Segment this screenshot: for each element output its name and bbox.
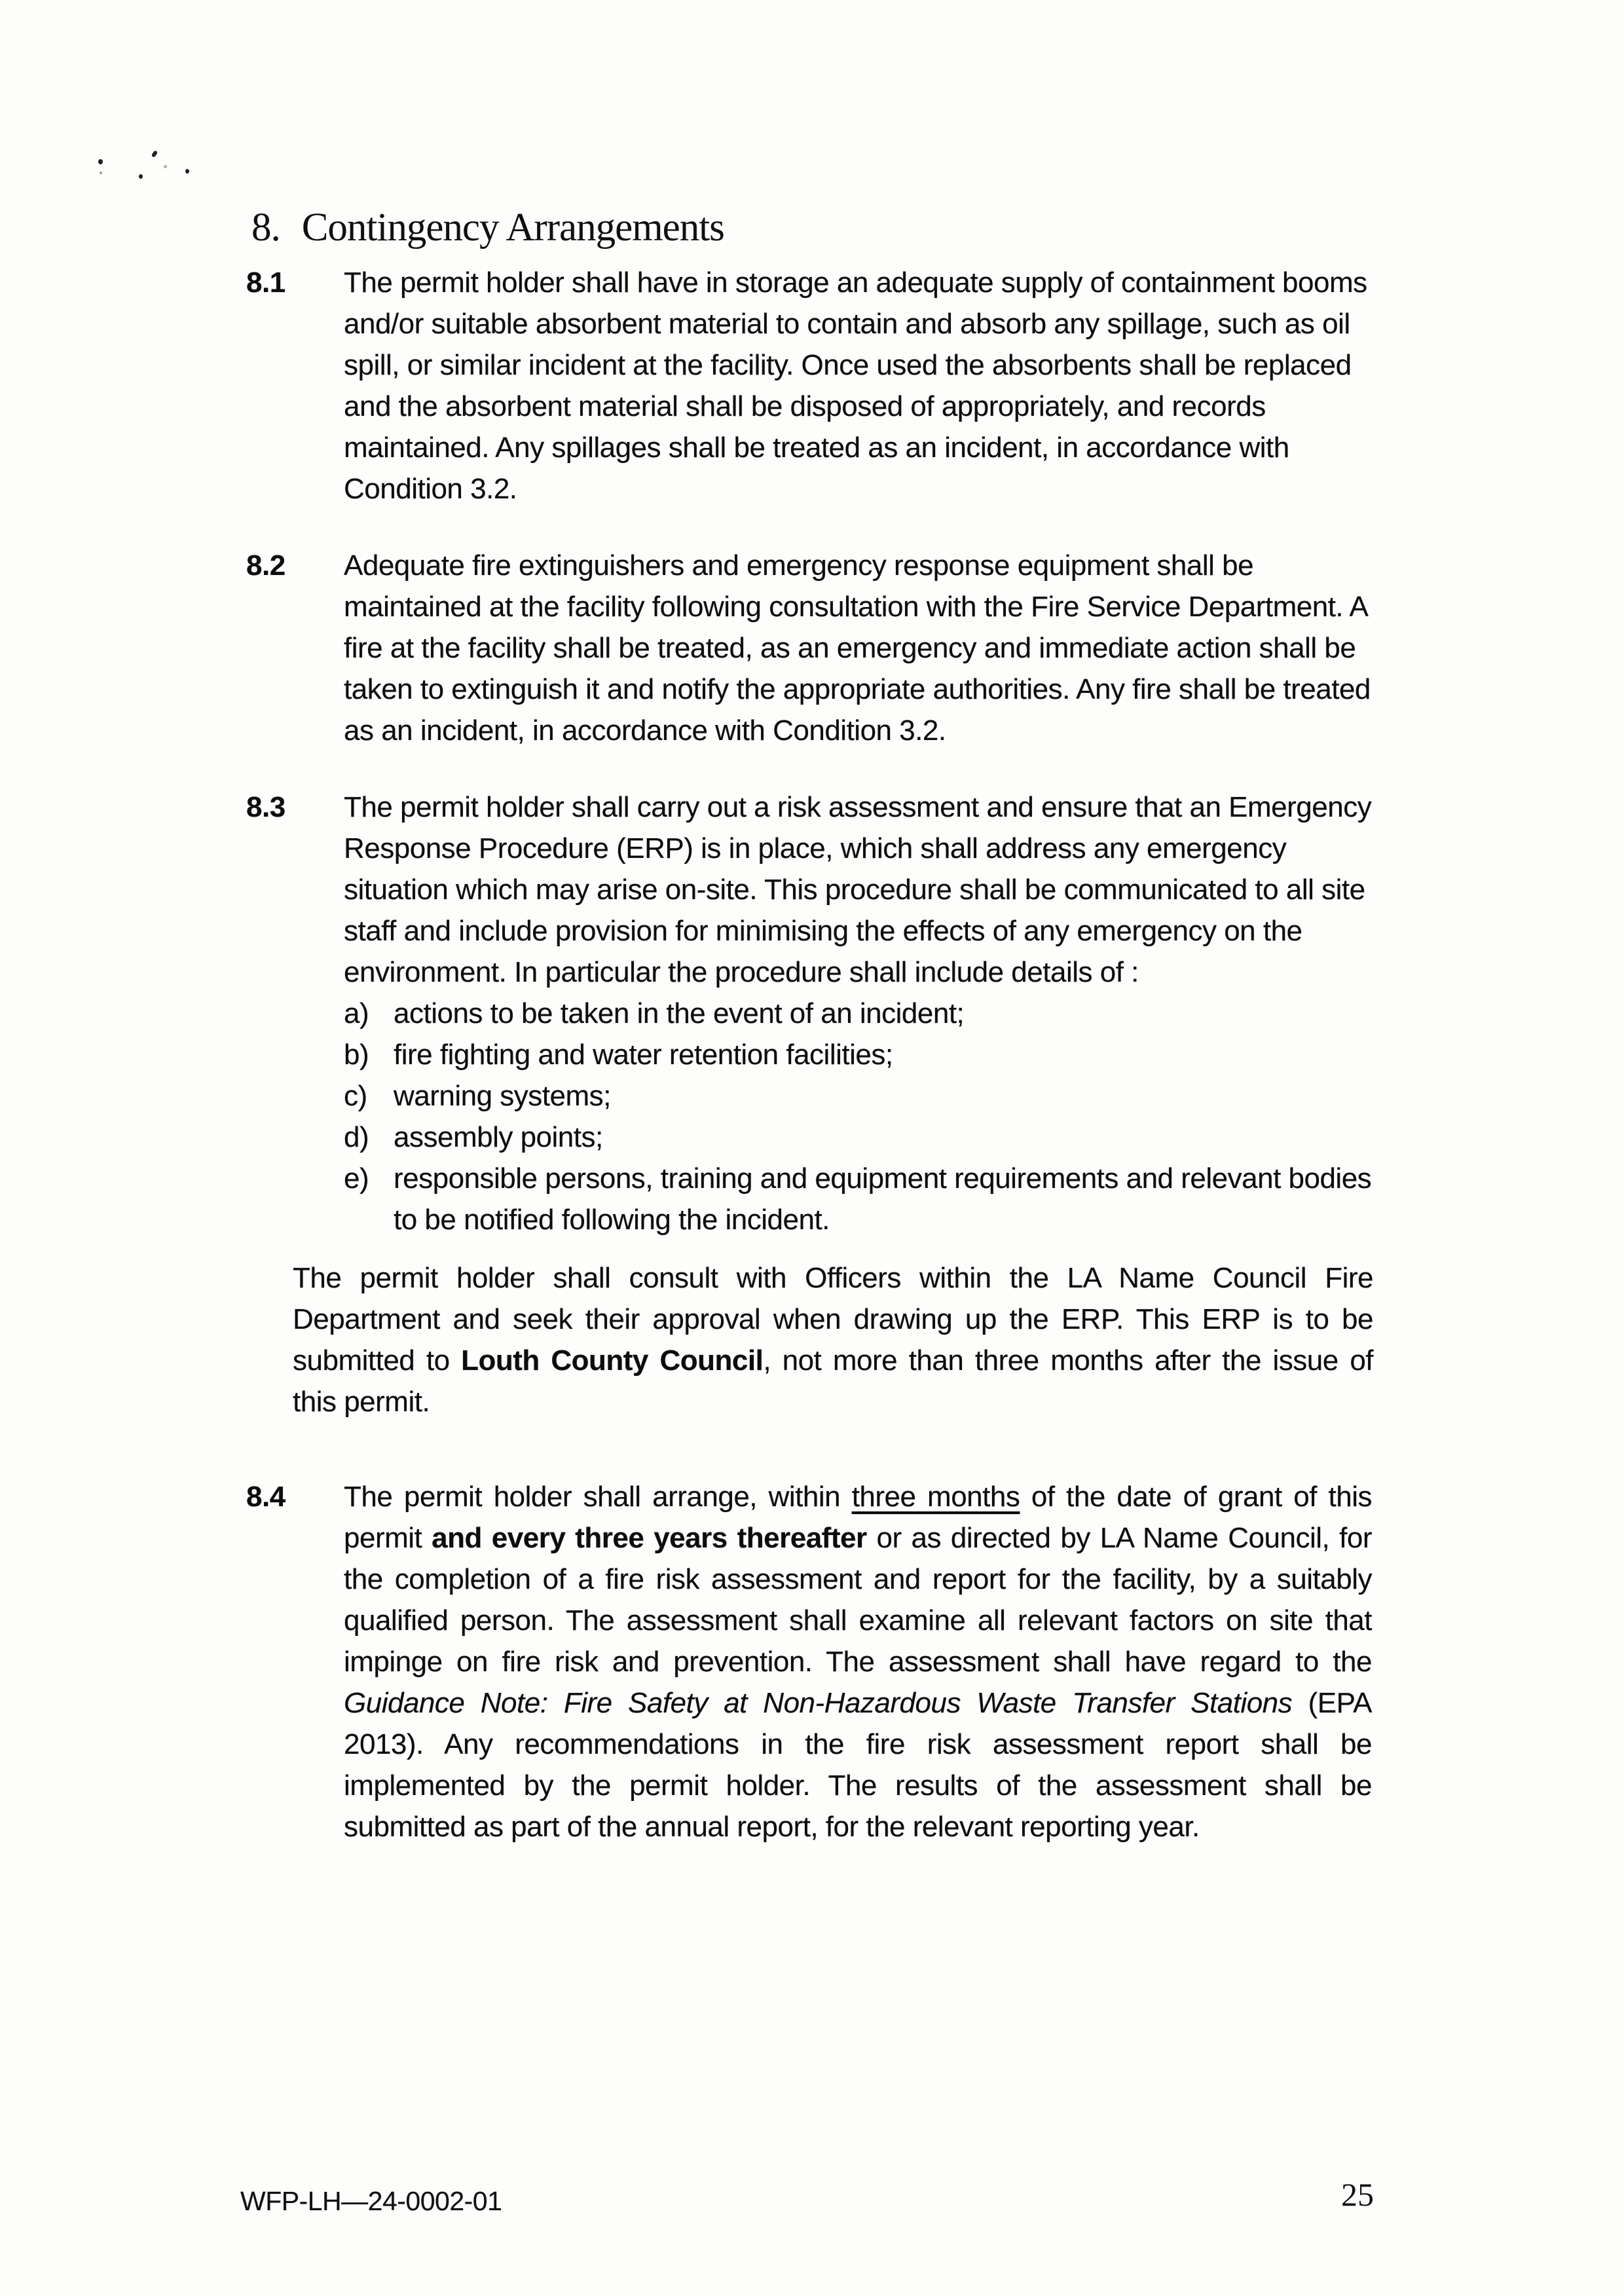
clause-8-2 <box>246 545 1373 751</box>
section-heading-number: 8. <box>251 206 280 250</box>
list-item-letter: b) <box>344 1039 369 1071</box>
clause-number: 8.4 <box>246 1481 286 1513</box>
scan-speck <box>139 174 143 179</box>
footer-document-reference: WFP-LH—24-0002-01 <box>240 2186 502 2216</box>
clause-paragraph: Adequate fire extinguishers and emergency response equipment shall be maintained at the facility following consultation with the Fire Service Department. A fire at the facility shall be treated, as an emergency and immediate action shall be taken to extinguish it and notify the appropriate authorities. Any fire shall be treated as an incident, in accordance with Condition 3.2. <box>344 549 1371 747</box>
list-item <box>344 993 1372 1034</box>
clause-number: 8.3 <box>246 791 286 823</box>
scan-speck <box>164 165 167 168</box>
list-item-letter: a) <box>344 997 369 1029</box>
section-heading <box>251 203 1373 253</box>
consult-paragraph: The permit holder shall consult with Officers within the LA Name Council Fire Department and seek their approval when drawing up the ERP. This ERP is to be submitted to Louth County Council, not more than three months after the issue of this permit. <box>293 1262 1374 1418</box>
list-item-letter: d) <box>344 1121 369 1153</box>
clause-text <box>344 545 1372 751</box>
scan-speck <box>98 159 103 164</box>
list-item <box>344 1075 1372 1117</box>
list-item <box>344 1034 1372 1075</box>
scan-speck <box>185 169 189 174</box>
clause-text <box>344 262 1372 509</box>
scan-speck <box>100 172 102 174</box>
document-body <box>246 203 1373 1847</box>
list-item-text: responsible persons, training and equipment requirements and relevant bodies to be notified following the incident. <box>394 1162 1372 1236</box>
clause-paragraph: The permit holder shall arrange, within three months of the date of grant of this permit and every three years thereafter or as directed by LA Name Council, for the completion of a fire risk assessment and report for the facility, by a suitably qualified person. The assessment shall examine all relevant factors on site that impinge on fire risk and prevention. The assessment shall have regard to the Guidance Note: Fire Safety at Non-Hazardous Waste Transfer Stations (EPA 2013). Any recommendations in the fire risk assessment report shall be implemented by the permit holder. The results of the assessment shall be submitted as part of the annual report, for the relevant reporting year. <box>344 1481 1373 1843</box>
list-item <box>344 1158 1372 1240</box>
footer-page-number: 25 <box>1341 2176 1374 2213</box>
list-item-letter: e) <box>344 1162 369 1194</box>
list-item-text: assembly points; <box>394 1121 603 1153</box>
list-item-text: warning systems; <box>394 1080 611 1112</box>
section-heading-title: Contingency Arrangements <box>301 206 724 250</box>
clause-number: 8.2 <box>246 549 286 582</box>
clause-8-1 <box>246 262 1373 509</box>
list-item <box>344 1117 1372 1158</box>
clause-paragraph: The permit holder shall have in storage an adequate supply of containment booms and/or suitable absorbent material to contain and absorb any spillage, such as oil spill, or similar incident at the facility. Once used the absorbents shall be replaced and the absorbent material shall be disposed of appropriately, and records maintained. Any spillages shall be treated as an incident, in accordance with Condition 3.2. <box>344 267 1367 505</box>
scan-speck <box>151 150 158 158</box>
clause-text <box>344 787 1372 1240</box>
clause-8-4 <box>246 1476 1373 1847</box>
clause-paragraph: The permit holder shall carry out a risk assessment and ensure that an Emergency Response Procedure (ERP) is in place, which shall address any emergency situation which may arise on-site. This procedure shall be communicated to all site staff and include provision for minimising the effects of any emergency on the environment. In particular the procedure shall include details of : <box>344 791 1372 988</box>
clause-number: 8.1 <box>246 267 286 299</box>
clause-8-3 <box>246 787 1373 1240</box>
list-item-letter: c) <box>344 1080 367 1112</box>
list-item-text: actions to be taken in the event of an incident; <box>394 997 965 1029</box>
clause-text <box>344 1476 1372 1847</box>
list-item-text: fire fighting and water retention facilities; <box>394 1039 893 1071</box>
